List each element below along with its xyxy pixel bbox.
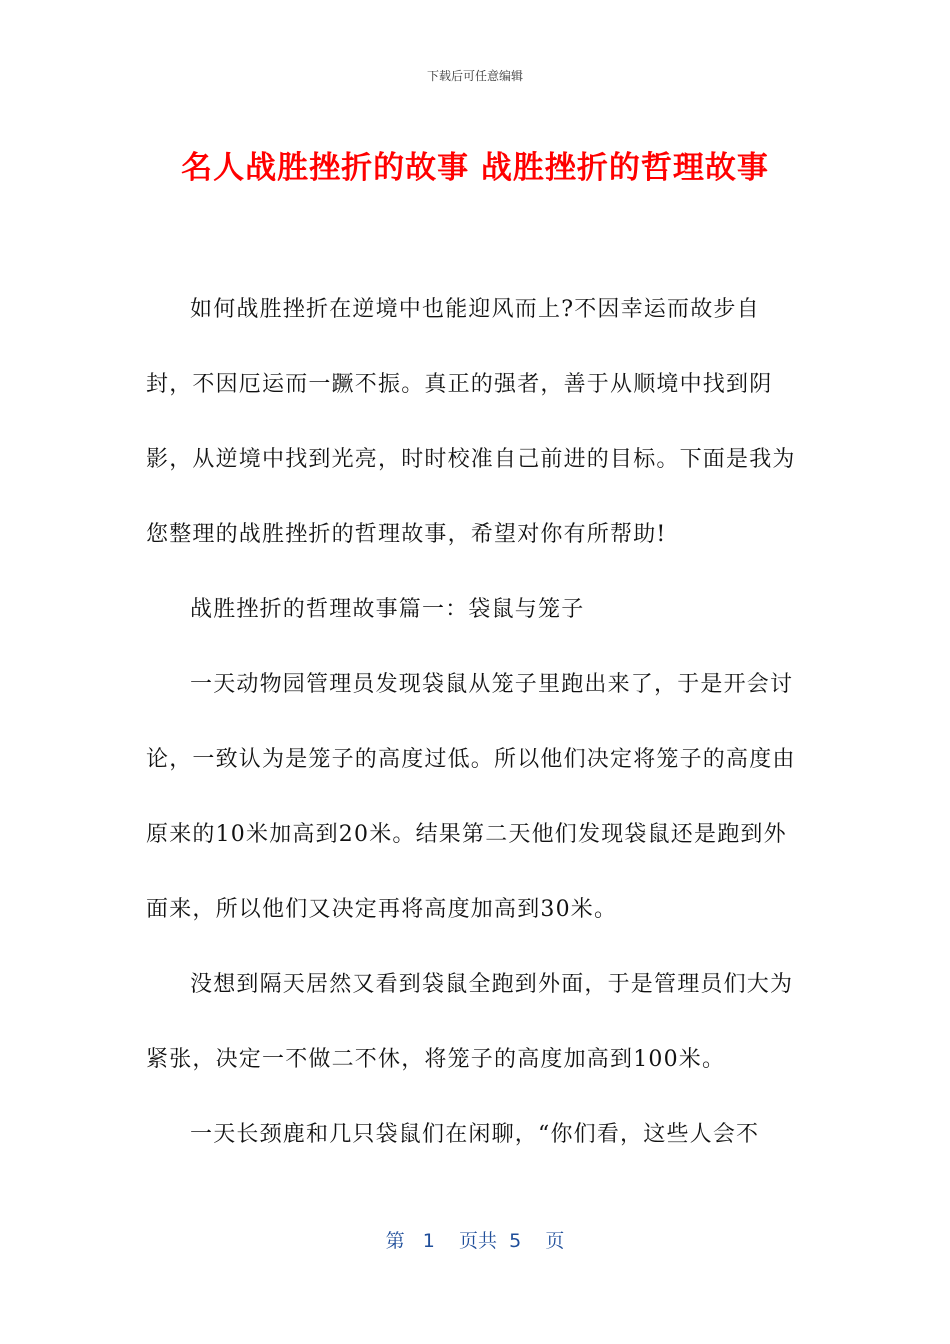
footer-suffix: 页 (545, 1230, 565, 1252)
footer-prefix: 第 (385, 1230, 405, 1252)
footer-current-page: 1 (422, 1230, 435, 1252)
header-note: 下载后可任意编辑 (426, 69, 523, 83)
paragraph-story-1: 一天动物园管理员发现袋鼠从笼子里跑出来了，于是开会讨论，一致认为是笼子的高度过低。所以他们决定将笼子的高度由原来的10米加高到20米。结果第二天他们发现袋鼠还是跑到外面来，所以他们又决定再将高度加高到30米。 (146, 672, 796, 922)
document-body (146, 272, 806, 1172)
paragraph-intro: 如何战胜挫折在逆境中也能迎风而上?不因幸运而故步自封，不因厄运而一蹶不振。真正的强者，善于从顺境中找到阴影，从逆境中找到光亮，时时校准自己前进的目标。下面是我为您整理的战胜挫折的哲理故事，希望对你有所帮助! (146, 297, 796, 547)
footer-total-pages: 5 (509, 1230, 522, 1252)
footer-middle: 页共 (459, 1230, 498, 1252)
page-footer (0, 1226, 950, 1253)
document-title: 名人战胜挫折的故事 战胜挫折的哲理故事 (181, 150, 769, 186)
paragraph-story-3: 一天长颈鹿和几只袋鼠们在闲聊，“你们看，这些人会不 (190, 1122, 760, 1147)
paragraph-story-2: 没想到隔天居然又看到袋鼠全跑到外面，于是管理员们大为紧张，决定一不做二不休，将笼子的高度加高到100米。 (146, 972, 794, 1072)
paragraph-story-heading: 战胜挫折的哲理故事篇一：袋鼠与笼子 (190, 597, 585, 622)
